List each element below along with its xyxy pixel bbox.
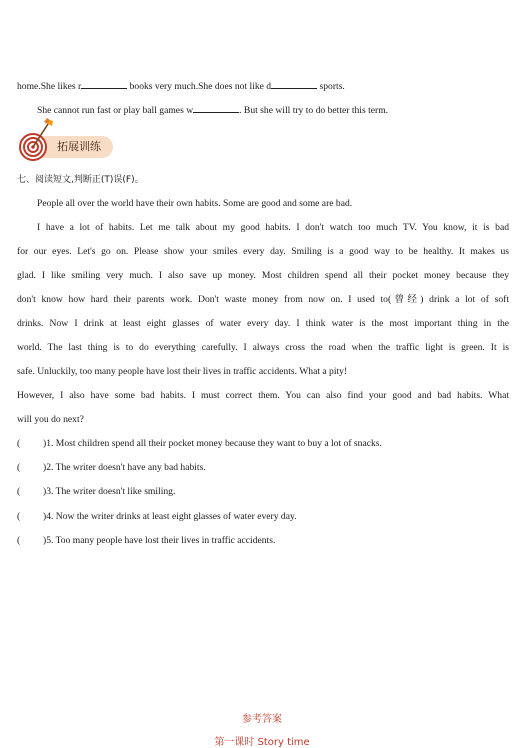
passage-line: will you do next? [17,414,84,425]
question-text: )4. Now the writer drinks at least eight glasses of water every day. [43,511,297,522]
section-badge [17,118,115,162]
answer-paren[interactable]: ( [17,462,21,473]
answer-blank-r[interactable] [81,79,127,89]
fill-in-line-1 [17,79,509,93]
line1-part-b: books very much.She does not like d [127,81,272,92]
question-text: )2. The writer doesn't have any bad habits. [43,462,206,473]
passage-line: However, I also have some bad habits. I must correct them. You can also find your good and bad habits. What [17,390,509,401]
fill-in-line-2 [37,103,509,117]
section-heading: 七、阅读短文,判断正(T)误(F)。 [17,175,144,185]
passage-line: safe. Unluckily, too many people have lost their lives in traffic accidents. What a pity! [17,366,348,377]
target-icon [17,118,61,162]
question-text: )5. Too many people have lost their lives in traffic accidents. [43,535,276,546]
answer-paren[interactable]: ( [17,535,21,546]
line2-part-a: She cannot run fast or play ball games w [37,105,194,116]
answer-blank-w[interactable] [193,103,239,113]
answer-paren[interactable]: ( [17,438,21,449]
question-text: )1. Most children spend all their pocket money because they want to buy a lot of snacks. [43,438,382,449]
passage-line: I have a lot of habits. Let me talk about my good habits. I don't watch too much TV. You know, it is bad [37,222,509,233]
line1-part-c: sports. [317,81,345,92]
line1-part-a: home.She likes r [17,81,82,92]
passage-line: don't know how hard their parents work. Don't waste money from now on. I used to(曾经) drink a lot of soft [17,294,509,305]
passage-line: world. The last thing is to do everything carefully. I always cross the road when the traffic light is green. It is [17,342,509,353]
passage-line: for our eyes. Let's go on. Please show your smiles every day. Smiling is a good way to be healthy. It makes us [17,246,509,257]
passage-line: People all over the world have their own habits. Some are good and some are bad. [37,198,353,209]
answer-key-title: 参考答案 [242,714,282,725]
line2-part-b: . But she will try to do better this term. [239,105,389,116]
answer-paren[interactable]: ( [17,511,21,522]
passage-line: drinks. Now I drink at least eight glasses of water every day. I think water is the most important thing in the [17,318,509,329]
passage-line: glad. I like smiling very much. I also save up money. Most children spend all their pocket money because they [17,270,509,281]
answer-blank-d[interactable] [271,79,317,89]
answer-key-subtitle: 第一课时 Story time [214,737,310,748]
answer-paren[interactable]: ( [17,486,21,497]
badge-label: 拓展训练 [57,140,101,153]
question-text: )3. The writer doesn't like smiling. [43,486,176,497]
